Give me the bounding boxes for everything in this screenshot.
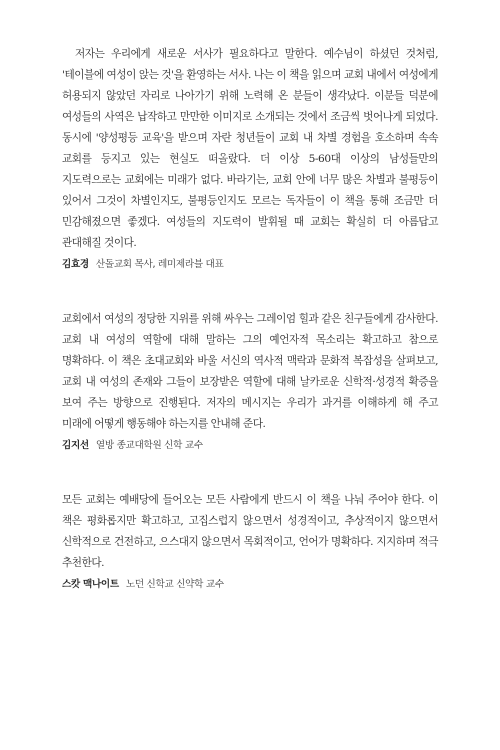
endorsement-attribution (62, 438, 438, 454)
endorser-role: 노던 신학교 신약학 교수 (125, 579, 224, 590)
endorsement-3 (62, 490, 438, 593)
endorser-role: 열방 종교대학원 신학 교수 (95, 440, 203, 451)
endorsement-1 (62, 44, 438, 273)
endorsement-text: 모든 교회는 예배당에 들어오는 모든 사람에게 반드시 이 책을 나눠 주어야 한다. 이 책은 평화롭지만 확고하고, 고집스럽지 않으면서 성경적이고, 추상적이지 않으면서 신학적으로 건전하고, 으스대지 않으면서 목회적이고, 언어가 명확하다. 지지하며 적극 추천한다. (62, 494, 438, 569)
endorsement-text: 교회에서 여성의 정당한 지위를 위해 싸우는 그레이엄 힐과 같은 친구들에게 감사한다. 교회 내 여성의 역할에 대해 말하는 그의 예언자적 목소리는 확고하고 참으로 명확하다. 이 책은 초대교회와 바울 서신의 역사적 맥락과 문화적 복잡성을 살펴보고, 교회 내 여성의 존재와 그들이 보장받은 역할에 대해 날카로운 신학적·성경적 확증을 보여 주는 방향으로 진행된다. 저자의 메시지는 우리가 과거를 이해하게 해 주고 미래에 어떻게 행동해야 하는지를 안내해 준다. (62, 313, 438, 430)
endorsement-attribution (62, 257, 438, 273)
endorsements-page (62, 44, 438, 593)
endorser-name: 김지선 (62, 440, 89, 451)
endorser-role: 산돌교회 목사, 레미제라블 대표 (95, 259, 224, 270)
endorser-name: 스캇 맥나이트 (62, 579, 119, 590)
endorsement-text: 저자는 우리에게 새로운 서사가 필요하다고 말한다. 예수님이 하셨던 것처럼, '테이블에 여성이 앉는 것'을 환영하는 서사. 나는 이 책을 읽으며 교회 내에서 여성에게 허용되지 않았던 자리로 나아가기 위해 노력해 온 분들이 생각났다. 이분들 덕분에 여성들의 사역은 납작하고 만만한 이미지로 소개되는 것에서 조금씩 벗어나게 되었다. 동시에 '양성평등 교육'을 받으며 자란 청년들이 교회 내 차별 경험을 호소하며 속속 교회를 등지고 있는 현실도 떠올랐다. 더 이상 5-60대 이상의 남성들만의 지도력으로는 교회에는 미래가 없다. 바라기는, 교회 안에 너무 많은 차별과 불평등이 있어서 그것이 차별인지도, 불평등인지도 모르는 독자들이 이 책을 통해 조금만 더 민감해졌으면 좋겠다. 여성들의 지도력이 발휘될 때 교회는 확실히 더 아름답고 관대해질 것이다. (62, 48, 439, 249)
endorsement-2 (62, 309, 438, 454)
endorser-name: 김효경 (62, 259, 89, 270)
endorsement-attribution (62, 577, 438, 593)
